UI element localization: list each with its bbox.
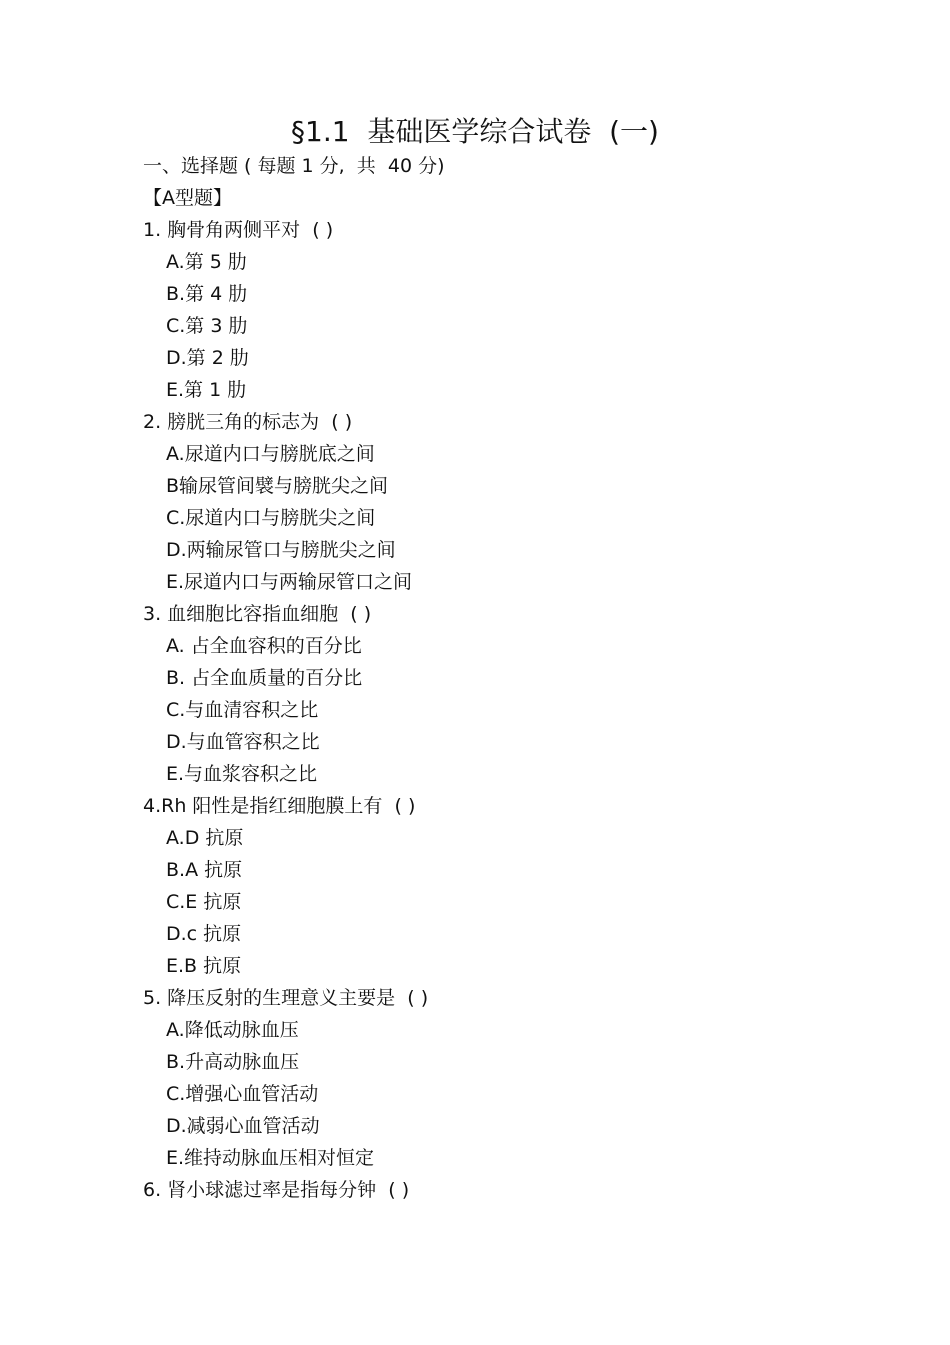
question-option: A.第 5 肋	[166, 251, 247, 273]
question-option: A. 占全血容积的百分比	[166, 635, 362, 657]
question-type-label: 【A型题】	[143, 187, 232, 209]
question-option: D.减弱心血管活动	[166, 1115, 320, 1137]
question-option: B. 占全血质量的百分比	[166, 667, 363, 689]
question-option: E.与血浆容积之比	[166, 763, 318, 785]
section-heading: 一、选择题 ( 每题 1 分, 共 40 分)	[143, 155, 445, 177]
question-option: D.与血管容积之比	[166, 731, 320, 753]
question-option: D.两输尿管口与膀胱尖之间	[166, 539, 396, 561]
question-option: C.E 抗原	[166, 891, 242, 913]
question-stem: 4.Rh 阳性是指红细胞膜上有 ( )	[143, 795, 416, 817]
question-stem: 2. 膀胱三角的标志为 ( )	[143, 411, 353, 433]
question-option: D.第 2 肋	[166, 347, 249, 369]
question-option: E.维持动脉血压相对恒定	[166, 1147, 375, 1169]
question-option: A.降低动脉血压	[166, 1019, 299, 1041]
question-option: B输尿管间襞与膀胱尖之间	[166, 475, 389, 497]
question-option: C.第 3 肋	[166, 315, 248, 337]
question-stem: 6. 肾小球滤过率是指每分钟 ( )	[143, 1179, 410, 1201]
question-option: B.第 4 肋	[166, 283, 248, 305]
question-option: E.尿道内口与两输尿管口之间	[166, 571, 413, 593]
question-option: C.尿道内口与膀胱尖之间	[166, 507, 376, 529]
question-option: E.第 1 肋	[166, 379, 247, 401]
question-option: D.c 抗原	[166, 923, 242, 945]
question-option: B.A 抗原	[166, 859, 243, 881]
question-option: A.D 抗原	[166, 827, 244, 849]
question-option: B.升高动脉血压	[166, 1051, 300, 1073]
question-stem: 3. 血细胞比容指血细胞 ( )	[143, 603, 372, 625]
page-title: §1.1 基础医学综合试卷 (一)	[291, 115, 659, 148]
question-stem: 1. 胸骨角两侧平对 ( )	[143, 219, 334, 241]
question-option: E.B 抗原	[166, 955, 242, 977]
question-option: C.增强心血管活动	[166, 1083, 319, 1105]
question-option: C.与血清容积之比	[166, 699, 319, 721]
question-stem: 5. 降压反射的生理意义主要是 ( )	[143, 987, 429, 1009]
question-option: A.尿道内口与膀胱底之间	[166, 443, 375, 465]
